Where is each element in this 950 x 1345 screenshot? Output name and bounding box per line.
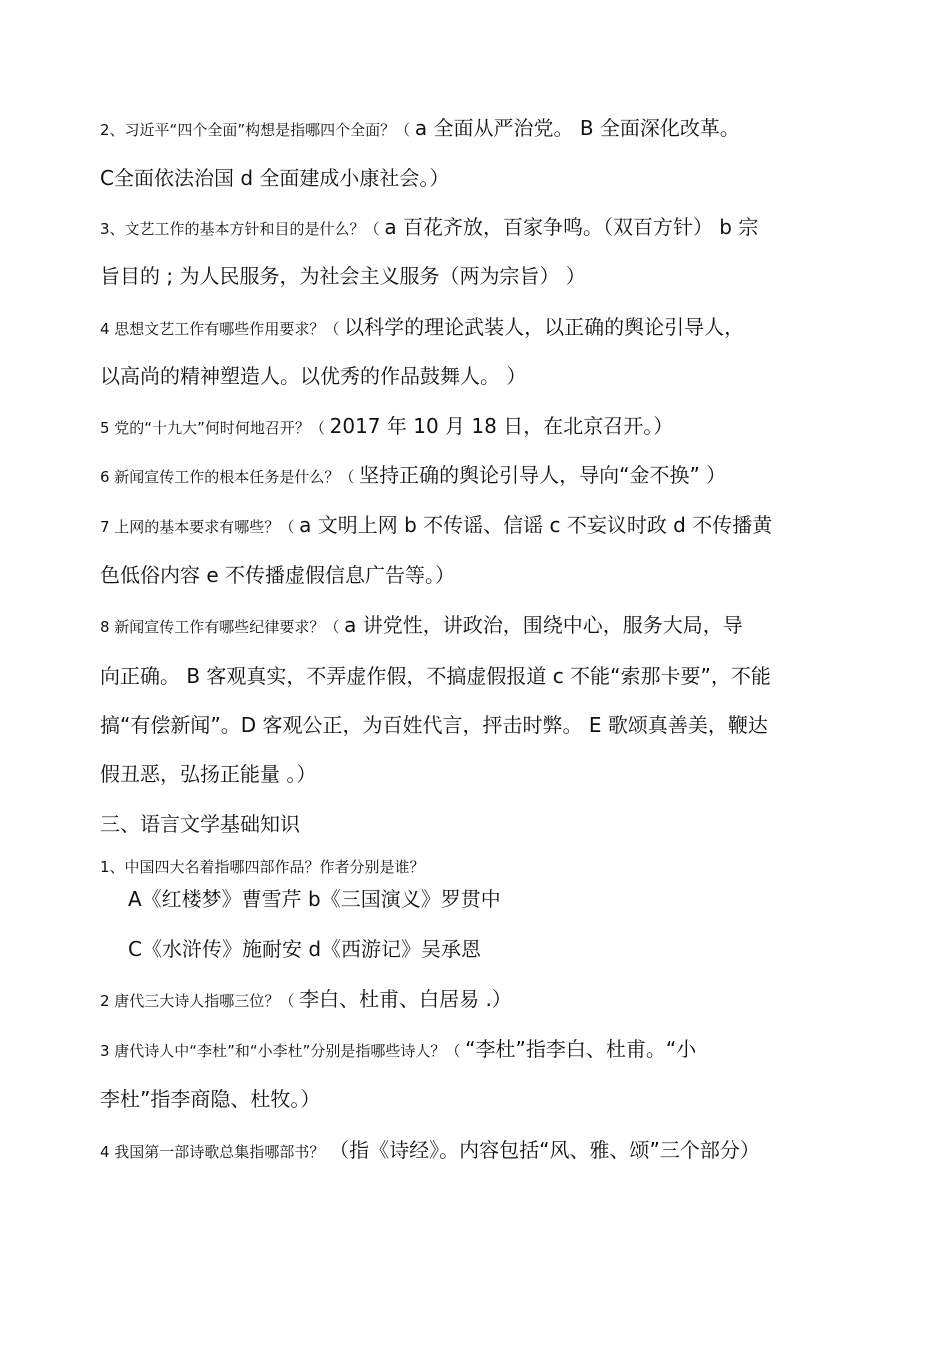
heading-text: 三、语言文学基础知识: [100, 812, 300, 836]
text-line: [100, 1137, 760, 1165]
text-line: [100, 612, 743, 640]
answer-text: a 百花齐放，百家争鸣。（双百方针） b 宗: [384, 215, 759, 239]
answer-text: 向正确。 B 客观真实，不弄虚作假，不搞虚假报道 c 不能“索那卡要”，不能: [100, 664, 771, 688]
text-line: [100, 761, 316, 789]
answer-text: C《水浒传》施耐安 d《西游记》吴承恩: [128, 937, 482, 961]
answer-text: C全面依法治国 d 全面建成小康社会。）: [100, 166, 450, 190]
text-line: [100, 413, 673, 441]
question-text: 4 思想文艺工作有哪些作用要求？（: [100, 320, 345, 338]
text-line: [100, 363, 526, 391]
text-line: [100, 712, 768, 740]
text-line: [100, 165, 449, 193]
text-line: [100, 512, 772, 540]
answer-text: （指《诗经》。内容包括“风、雅、颂”三个部分）: [329, 1138, 760, 1162]
text-line: [100, 1036, 696, 1064]
text-line: [100, 986, 512, 1014]
text-line: [100, 1086, 320, 1114]
answer-text: 李白、杜甫、白居易 .）: [299, 987, 512, 1011]
question-text: 4 我国第一部诗歌总集指哪部书？: [100, 1143, 330, 1161]
text-line: [100, 562, 455, 590]
answer-text: a 全面从严治党。 B 全面深化改革。: [414, 116, 740, 140]
text-line: [100, 663, 771, 691]
question-text: 2、习近平“四个全面”构想是指哪四个全面？（: [100, 121, 415, 139]
text-line: [100, 314, 744, 342]
question-text: 2 唐代三大诗人指哪三位？（: [100, 992, 300, 1010]
question-text: 5 党的“十九大”何时何地召开？（: [100, 419, 330, 437]
answer-text: 旨目的 ; 为人民服务，为社会主义服务（两为宗旨） ）: [100, 264, 586, 288]
answer-text: 2017 年 10 月 18 日，在北京召开。）: [329, 414, 674, 438]
question-text: 1、中国四大名着指哪四部作品？作者分别是谁？: [100, 858, 425, 876]
answer-text: 色低俗内容 e 不传播虚假信息广告等。）: [100, 563, 456, 587]
text-line: [128, 886, 501, 914]
answer-text: 假丑恶，弘扬正能量 。）: [100, 762, 317, 786]
section-heading: [100, 811, 300, 839]
question-text: 3 唐代诗人中“李杜”和“小李杜”分别是指哪些诗人？（: [100, 1042, 466, 1060]
question-text: 8 新闻宣传工作有哪些纪律要求？（: [100, 618, 345, 636]
question-text: 3、文艺工作的基本方针和目的是什么？（: [100, 220, 385, 238]
answer-text: 以高尚的精神塑造人。以优秀的作品鼓舞人。 ）: [100, 364, 527, 388]
text-line: [100, 263, 586, 291]
text-line: [100, 115, 740, 143]
question-text: 7 上网的基本要求有哪些？（: [100, 518, 300, 536]
answer-text: “李杜”指李白、杜甫。“小: [465, 1037, 697, 1061]
text-line: [100, 462, 726, 490]
answer-text: A《红楼梦》曹雪芹 b《三国演义》罗贯中: [128, 887, 501, 911]
question-text: 6 新闻宣传工作的根本任务是什么？（: [100, 468, 360, 486]
answer-text: 坚持正确的舆论引导人，导向“金不换” ）: [359, 463, 727, 487]
answer-text: a 讲党性，讲政治，围绕中心，服务大局，导: [344, 613, 743, 637]
answer-text: a 文明上网 b 不传谣、信谣 c 不妄议时政 d 不传播黄: [299, 513, 773, 537]
answer-text: 李杜”指李商隐、杜牧。）: [100, 1087, 321, 1111]
text-line: [100, 852, 425, 880]
answer-text: 以科学的理论武装人，以正确的舆论引导人，: [344, 315, 745, 339]
text-line: [100, 214, 758, 242]
text-line: [128, 936, 481, 964]
answer-text: 搞“有偿新闻”。D 客观公正，为百姓代言，抨击时弊。 E 歌颂真善美，鞭达: [100, 713, 768, 737]
